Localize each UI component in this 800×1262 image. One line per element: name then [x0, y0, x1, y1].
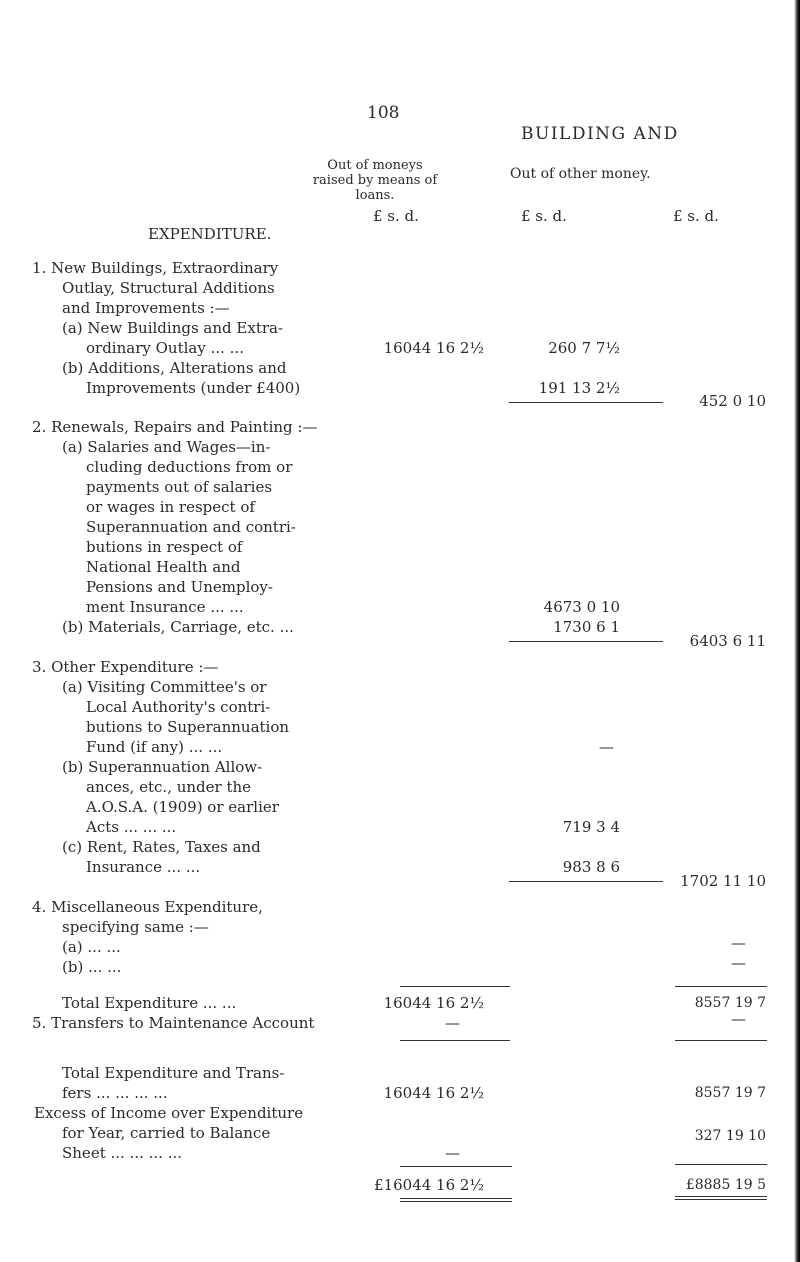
total-item2: 6403 6 11 [689, 632, 766, 650]
line-3b-1: (b) Superannuation Allow- [62, 758, 263, 776]
col-header-loans: Out of moneys raised by means of loans. [312, 158, 438, 203]
total-total-expenditure: 8557 19 7 [694, 995, 766, 1011]
line-2a-6: butions in respect of [86, 538, 243, 556]
page-number: 108 [367, 103, 400, 123]
loans-total-exp-transfers: 16044 16 2½ [383, 1084, 484, 1102]
loans-new-buildings: 16044 16 2½ [383, 339, 484, 357]
loans-grand-total: £16044 16 2½ [374, 1176, 484, 1194]
units-other: £ s. d. [521, 207, 567, 225]
line-1-3: and Improvements :— [62, 299, 230, 317]
line-3a-4: Fund (if any) ... ... [86, 738, 223, 756]
other-superannuation: 719 3 4 [562, 818, 620, 836]
units-loans: £ s. d. [373, 207, 419, 225]
total-excess: 327 19 10 [694, 1128, 766, 1144]
line-3a-2: Local Authority's contri- [86, 698, 271, 716]
line-1a-2: ordinary Outlay ... ... [86, 339, 244, 357]
total-total-exp-transfers: 8557 19 7 [694, 1085, 766, 1101]
line-2a-8: Pensions and Unemploy- [86, 578, 273, 596]
line-3c-1: (c) Rent, Rates, Taxes and [62, 838, 261, 856]
line-4-1: 4. Miscellaneous Expenditure, [32, 898, 263, 916]
line-4a: (a) ... ... [62, 938, 121, 956]
line-1b-2: Improvements (under £400) [86, 379, 301, 397]
other-salaries: 4673 0 10 [543, 598, 620, 616]
other-new-buildings: 260 7 7½ [548, 339, 620, 357]
loans-total-expenditure: 16044 16 2½ [383, 994, 484, 1012]
col-header-other: Out of other money. [510, 166, 651, 182]
units-total: £ s. d. [673, 207, 719, 225]
other-additions: 191 13 2½ [538, 379, 620, 397]
line-3a-1: (a) Visiting Committee's or [62, 678, 267, 696]
total-grand-total: £8885 19 5 [685, 1177, 766, 1193]
line-1-2: Outlay, Structural Additions [62, 279, 275, 297]
line-2-1: 2. Renewals, Repairs and Painting :— [32, 418, 318, 436]
line-2a-5: Superannuation and contri- [86, 518, 296, 536]
line-4b: (b) ... ... [62, 958, 122, 976]
line-1b-1: (b) Additions, Alterations and [62, 359, 287, 377]
line-5: 5. Transfers to Maintenance Account [32, 1014, 315, 1032]
line-2a-1: (a) Salaries and Wages—in- [62, 438, 271, 456]
running-head: BUILDING AND [521, 124, 679, 144]
line-1-1: 1. New Buildings, Extraordinary [32, 259, 279, 277]
line-1a-1: (a) New Buildings and Extra- [62, 319, 284, 337]
total-transfers: — [731, 1010, 746, 1028]
line-excess-2: for Year, carried to Balance [62, 1124, 271, 1142]
line-excess-1: Excess of Income over Expenditure [34, 1104, 304, 1122]
line-excess-3: Sheet ... ... ... ... [62, 1144, 183, 1162]
line-3b-4: Acts ... ... ... [86, 818, 177, 836]
line-3a-3: butions to Superannuation [86, 718, 290, 736]
page-edge-shadow [794, 0, 800, 1262]
section-title: EXPENDITURE. [148, 225, 272, 243]
line-2a-3: payments out of salaries [86, 478, 273, 496]
line-4-2: specifying same :— [62, 918, 209, 936]
line-3b-3: A.O.S.A. (1909) or earlier [86, 798, 279, 816]
line-3c-2: Insurance ... ... [86, 858, 201, 876]
total-item3: 1702 11 10 [680, 872, 766, 890]
line-3b-2: ances, etc., under the [86, 778, 252, 796]
total-misc-a: — [731, 934, 746, 952]
total-item1: 452 0 10 [699, 392, 766, 410]
line-2a-9: ment Insurance ... ... [86, 598, 244, 616]
line-total-exp-transfers-1: Total Expenditure and Trans- [62, 1064, 285, 1082]
line-2b-1: (b) Materials, Carriage, etc. ... [62, 618, 294, 636]
other-rent: 983 8 6 [562, 858, 620, 876]
other-materials: 1730 6 1 [553, 618, 620, 636]
line-3-1: 3. Other Expenditure :— [32, 658, 219, 676]
other-visiting: — [599, 738, 614, 756]
loans-transfers: — [445, 1014, 460, 1032]
line-total-expenditure: Total Expenditure ... ... [62, 994, 237, 1012]
line-2a-4: or wages in respect of [86, 498, 255, 516]
loans-excess: — [445, 1144, 460, 1162]
line-2a-2: cluding deductions from or [86, 458, 293, 476]
line-total-exp-transfers-2: fers ... ... ... ... [62, 1084, 168, 1102]
total-misc-b: — [731, 954, 746, 972]
line-2a-7: National Health and [86, 558, 241, 576]
